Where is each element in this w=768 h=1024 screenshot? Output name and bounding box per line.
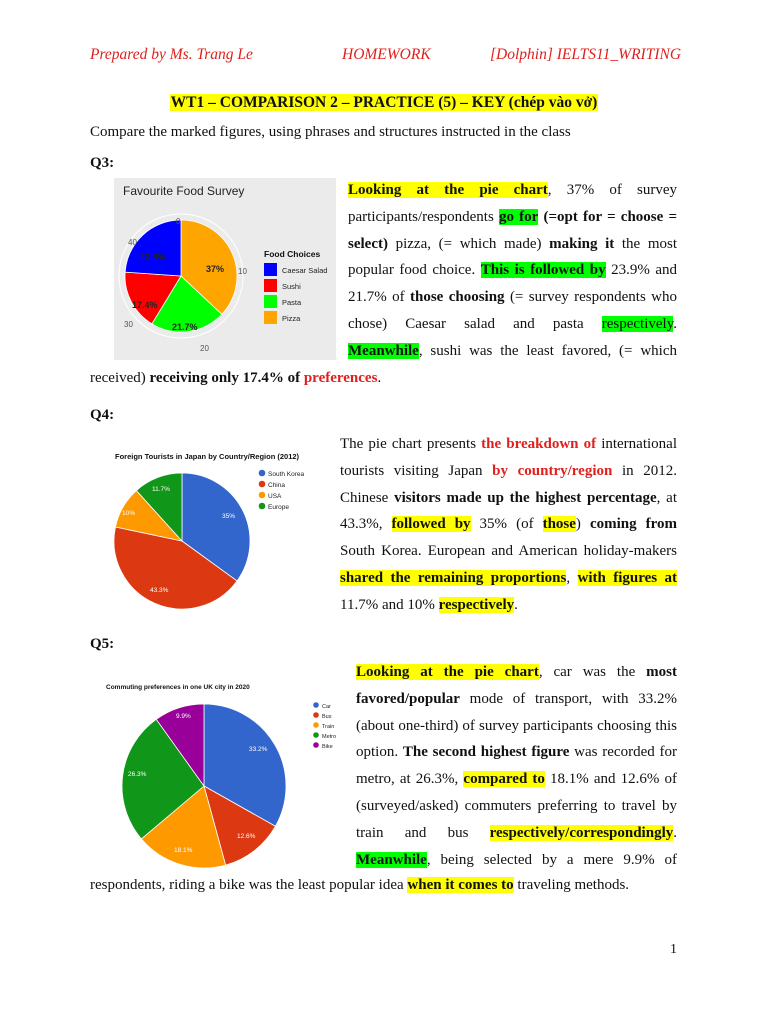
q3-answer: Looking at the pie chart, 37% of survey participants/respondents go for (=opt for = choose = select) pizza, (= which made) making it the most popular food choice. This is followed by 23.9% and 21.7% of those choosing (= survey respondents who chose) Caesar salad and pasta respectively. Meanwhile, sushi was the least favored, (= which	[348, 182, 678, 359]
q3-legend-title: Food Choices	[264, 249, 321, 259]
q4-label-europe: 11.7%	[152, 486, 170, 493]
q5-legend-bike: Bike	[322, 744, 333, 750]
q5-label-metro: 26.3%	[128, 771, 147, 778]
q5-answer: Looking at the pie chart, car was the most favored/popular mode of transport, with 33.2% (about one-third) of survey participants choosing this option. The second highest figure was recorded for metro, at 26.3%, compared to 18.1% and 12.6% of (surveyed/asked) commuters preferring to travel by train and bus respectively/correspondingly. Meanwhile, being selected by a mere 9.9% of	[356, 664, 677, 868]
q5-legend-dot-train	[313, 722, 319, 728]
q3-label-sushi: 17.4%	[132, 300, 158, 310]
q3-label: Q3:	[90, 155, 115, 171]
q4-label-korea: 35%	[222, 513, 236, 520]
q3-label-pasta: 21.7%	[172, 322, 198, 332]
q5-legend-dot-bus	[313, 712, 319, 718]
q3-legend-swatch-pasta	[264, 295, 277, 308]
q5-label-car: 33.2%	[249, 746, 268, 753]
q3-legend-sushi: Sushi	[282, 282, 301, 291]
q4-label-usa: 10%	[122, 510, 136, 517]
q3-tick-40: 40	[128, 238, 137, 247]
q4-legend-china: China	[268, 482, 285, 489]
q5-legend-dot-car	[313, 702, 319, 708]
q3-legend-pasta: Pasta	[282, 298, 302, 307]
q3-tick-10: 10	[238, 267, 247, 276]
header-author: Prepared by Ms. Trang Le	[90, 46, 253, 63]
q5-legend-train: Train	[322, 724, 335, 730]
q5-label-bus: 12.6%	[237, 833, 256, 840]
q5-label-train: 18.1%	[174, 847, 193, 854]
q5-chart-title: Commuting preferences in one UK city in 2020	[106, 684, 250, 691]
q4-legend-dot-china	[259, 481, 266, 488]
q4-answer: The pie chart presents the breakdown of international tourists visiting Japan by country/region in 2012. Chinese visitors made up the highest percentage, at 43.3%, followed by 35% (of those) coming from South Korea. European and American holiday-makers shared the remaining proportions, with figures at 11.7% and 10% respectively.	[340, 436, 677, 613]
q4-legend-dot-usa	[259, 492, 266, 499]
q4-legend-dot-korea	[259, 470, 266, 477]
q4-chart	[112, 446, 334, 614]
q3-legend-caesar: Caesar Salad	[282, 266, 328, 275]
q3-tick-20: 20	[200, 344, 209, 353]
q4-chart-title: Foreign Tourists in Japan by Country/Region (2012)	[115, 452, 300, 461]
q3-legend-swatch-sushi	[264, 279, 277, 292]
q5-legend-bus: Bus	[322, 714, 332, 720]
q5-legend-metro: Metro	[322, 734, 337, 740]
page-title: WT1 – COMPARISON 2 – PRACTICE (5) – KEY (chép vào vở)	[170, 94, 598, 111]
q4-legend-europe: Europe	[268, 504, 289, 511]
q3-legend-pizza: Pizza	[282, 314, 301, 323]
q3-legend-swatch-caesar	[264, 263, 277, 276]
q5-label: Q5:	[90, 636, 115, 652]
q4-label: Q4:	[90, 407, 115, 423]
header-course: [Dolphin] IELTS11_WRITING	[490, 46, 682, 63]
q3-label-caesar: 23.9%	[140, 252, 166, 262]
q5-legend-dot-metro	[313, 732, 319, 738]
q5-legend-car: Car	[322, 704, 331, 710]
q3-tick-0: 0	[176, 217, 181, 226]
q4-legend-korea: South Korea	[268, 471, 305, 478]
q5-answer-end: respondents, riding a bike was the least popular idea when it comes to traveling methods.	[90, 877, 630, 893]
q5-legend-dot-bike	[313, 742, 319, 748]
header-homework: HOMEWORK	[342, 46, 431, 63]
q4-legend-dot-europe	[259, 503, 266, 510]
q3-chart-title: Favourite Food Survey	[123, 184, 245, 198]
q5-chart	[104, 680, 348, 870]
q3-label-pizza: 37%	[206, 264, 225, 274]
page-number: 1	[670, 942, 677, 957]
q3-tick-30: 30	[124, 320, 133, 329]
q3-answer-end: received) receiving only 17.4% of preferences.	[90, 370, 382, 386]
q3-legend-swatch-pizza	[264, 311, 277, 324]
q5-label-bike: 9.9%	[176, 713, 191, 720]
q3-chart	[114, 178, 336, 360]
instruction-text: Compare the marked figures, using phrases and structures instructed in the class	[90, 124, 571, 140]
q4-label-china: 43.3%	[150, 587, 169, 594]
q4-legend-usa: USA	[268, 493, 282, 500]
